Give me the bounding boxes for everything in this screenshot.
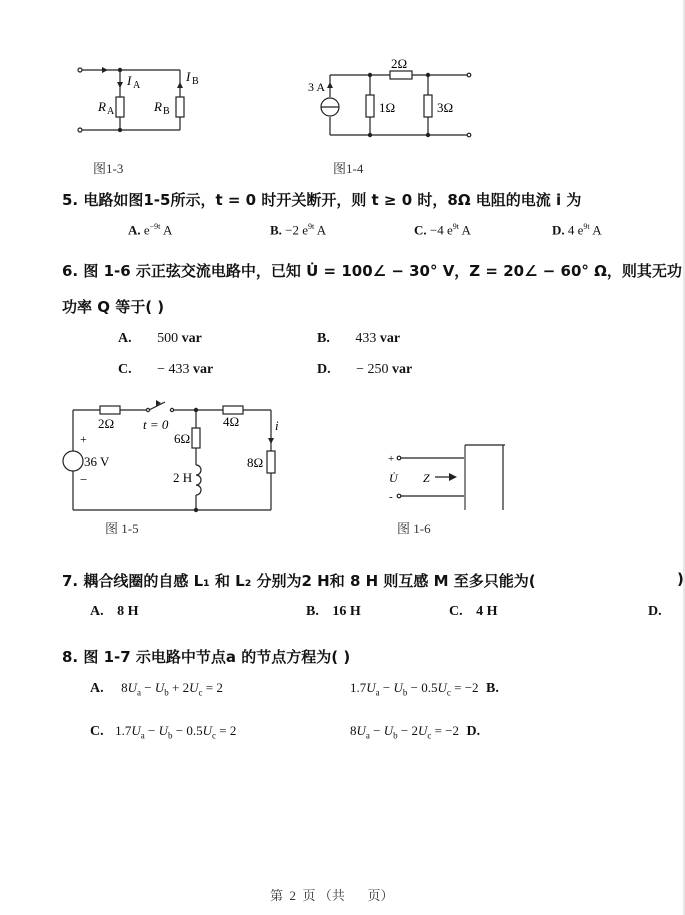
- option-exponent: 9t: [583, 222, 590, 231]
- option-value: −2 e: [285, 222, 309, 238]
- label-2ohm: 2Ω: [391, 56, 408, 71]
- option-label: C.: [90, 724, 104, 739]
- option-label: B.: [486, 681, 499, 696]
- option-unit: var: [379, 331, 401, 346]
- label-switch-time: t = 0: [143, 417, 169, 432]
- figure-1-3-caption: 图1-3: [93, 161, 124, 176]
- question-6-option-c[interactable]: [118, 362, 213, 378]
- option-value: 16 H: [332, 604, 361, 619]
- question-5-text: 电路如图1-5所示，t = 0 时开关断开，则 t ≥ 0 时，8Ω 电阻的电流 i 为: [83, 191, 582, 209]
- question-7-option-c[interactable]: [449, 604, 498, 620]
- label-8ohm: 8Ω: [247, 455, 264, 470]
- option-equation: $1.7U_a - U_b - 0.5U_c = 2$: [115, 723, 237, 741]
- question-5-option-b[interactable]: [270, 222, 326, 238]
- question-7-option-d[interactable]: [648, 604, 662, 620]
- option-unit: var: [181, 331, 202, 346]
- option-unit: var: [392, 362, 413, 377]
- question-8-text: 图 1-7 示电路中节点a 的节点方程为( ): [83, 648, 351, 666]
- page-footer: 第 2 页 （共 页）: [270, 888, 394, 903]
- figure-1-5-circuit: [60, 398, 285, 516]
- option-label: D.: [466, 724, 481, 739]
- option-label: C.: [118, 362, 132, 377]
- option-value: 4 H: [476, 604, 498, 619]
- option-unit: A: [458, 222, 471, 238]
- label-ia: I: [127, 73, 132, 88]
- label-ib-sub: B: [192, 76, 199, 87]
- option-value: 4 e: [567, 222, 584, 238]
- option-value: 8 H: [117, 604, 139, 619]
- label-minus: -: [389, 491, 393, 503]
- label-36v: 36 V: [84, 454, 110, 469]
- option-value: −4 e: [429, 222, 453, 238]
- label-3ohm: 3Ω: [437, 100, 454, 115]
- label-1ohm: 1Ω: [379, 100, 396, 115]
- option-unit: A: [589, 222, 602, 238]
- question-6-number: 6.: [62, 262, 79, 280]
- question-6-option-a[interactable]: [118, 331, 202, 347]
- option-label: A.: [90, 604, 104, 619]
- question-6-option-d[interactable]: [317, 362, 412, 378]
- question-5-number: 5.: [62, 191, 79, 209]
- option-unit: A: [314, 222, 327, 238]
- label-2ohm: 2Ω: [98, 416, 115, 431]
- option-unit: var: [193, 362, 214, 377]
- option-label: D.: [648, 604, 662, 619]
- question-5-option-c[interactable]: [414, 222, 471, 238]
- option-label: D.: [317, 362, 331, 377]
- option-exponent: 9t: [308, 222, 315, 231]
- figure-1-4-caption: 图1-4: [333, 161, 364, 176]
- label-ra-sub: A: [107, 106, 115, 117]
- option-value: 433: [355, 331, 377, 346]
- label-plus: +: [388, 453, 395, 465]
- question-7-close-paren: ): [677, 570, 684, 588]
- question-5-option-d[interactable]: [552, 222, 602, 238]
- label-impedance-z: Z: [423, 471, 430, 485]
- option-label: D.: [552, 222, 565, 238]
- label-6ohm: 6Ω: [174, 431, 191, 446]
- option-label: C.: [449, 604, 463, 619]
- question-6-line-1: [62, 260, 682, 281]
- question-8-option-d[interactable]: [350, 723, 480, 741]
- question-7-option-b[interactable]: [306, 604, 361, 620]
- question-8-option-c[interactable]: [90, 723, 236, 741]
- label-ib: I: [186, 69, 191, 84]
- label-minus: −: [80, 472, 88, 487]
- question-8-option-b[interactable]: [350, 680, 499, 698]
- question-6-text: 图 1-6 示正弦交流电路中，已知 U̇ = 100∠ − 30° V，Z = 20∠ − 60° Ω，则其无功: [83, 262, 682, 280]
- option-label: B.: [270, 222, 282, 238]
- question-7-option-a[interactable]: [90, 604, 139, 620]
- label-2h: 2 H: [173, 470, 193, 485]
- option-label: A.: [90, 681, 104, 696]
- option-exponent: −9t: [149, 222, 161, 231]
- question-6-option-b[interactable]: [317, 331, 400, 347]
- question-7: [62, 570, 536, 591]
- question-7-number: 7.: [62, 572, 79, 590]
- option-label: A.: [128, 222, 141, 238]
- label-4ohm: 4Ω: [223, 414, 240, 429]
- label-current-i: i: [275, 418, 279, 433]
- question-8: [62, 646, 350, 667]
- figure-1-3-circuit: [70, 60, 200, 140]
- option-equation: $1.7U_a - U_b - 0.5U_c = -2$: [350, 680, 479, 698]
- question-8-number: 8.: [62, 648, 79, 666]
- option-equation: $8U_a - U_b - 2U_c = -2$: [350, 723, 460, 741]
- figure-1-4-circuit: [305, 55, 475, 145]
- label-plus: +: [80, 432, 87, 446]
- question-7-text: 耦合线圈的自感 L₁ 和 L₂ 分别为2 H和 8 H 则互感 M 至多只能为(: [83, 572, 536, 590]
- label-ra: R: [98, 99, 106, 114]
- label-ia-sub: A: [133, 80, 141, 91]
- option-value: 500: [157, 331, 179, 346]
- label-rb: R: [154, 99, 162, 114]
- option-label: C.: [414, 222, 427, 238]
- option-unit: A: [160, 222, 173, 238]
- figure-1-6-caption: 图 1-6: [397, 521, 431, 536]
- option-value: − 433: [157, 362, 190, 377]
- figure-1-5-caption: 图 1-5: [105, 521, 139, 536]
- option-value: e: [143, 222, 150, 238]
- option-exponent: 9t: [452, 222, 459, 231]
- question-5-option-a[interactable]: [128, 222, 172, 238]
- option-equation: $8U_a - U_b + 2U_c = 2$: [121, 680, 223, 698]
- figure-1-6-circuit: [385, 440, 505, 512]
- option-label: B.: [306, 604, 319, 619]
- label-voltage-u: U̇: [389, 471, 398, 485]
- question-6-line-2: 功率 Q 等于( ): [62, 298, 165, 316]
- label-source-3a: 3 A: [308, 80, 326, 94]
- label-rb-sub: B: [163, 106, 170, 117]
- question-8-option-a[interactable]: [90, 680, 223, 698]
- option-label: A.: [118, 331, 132, 346]
- option-value: − 250: [356, 362, 389, 377]
- option-label: B.: [317, 331, 330, 346]
- question-5: [62, 189, 581, 210]
